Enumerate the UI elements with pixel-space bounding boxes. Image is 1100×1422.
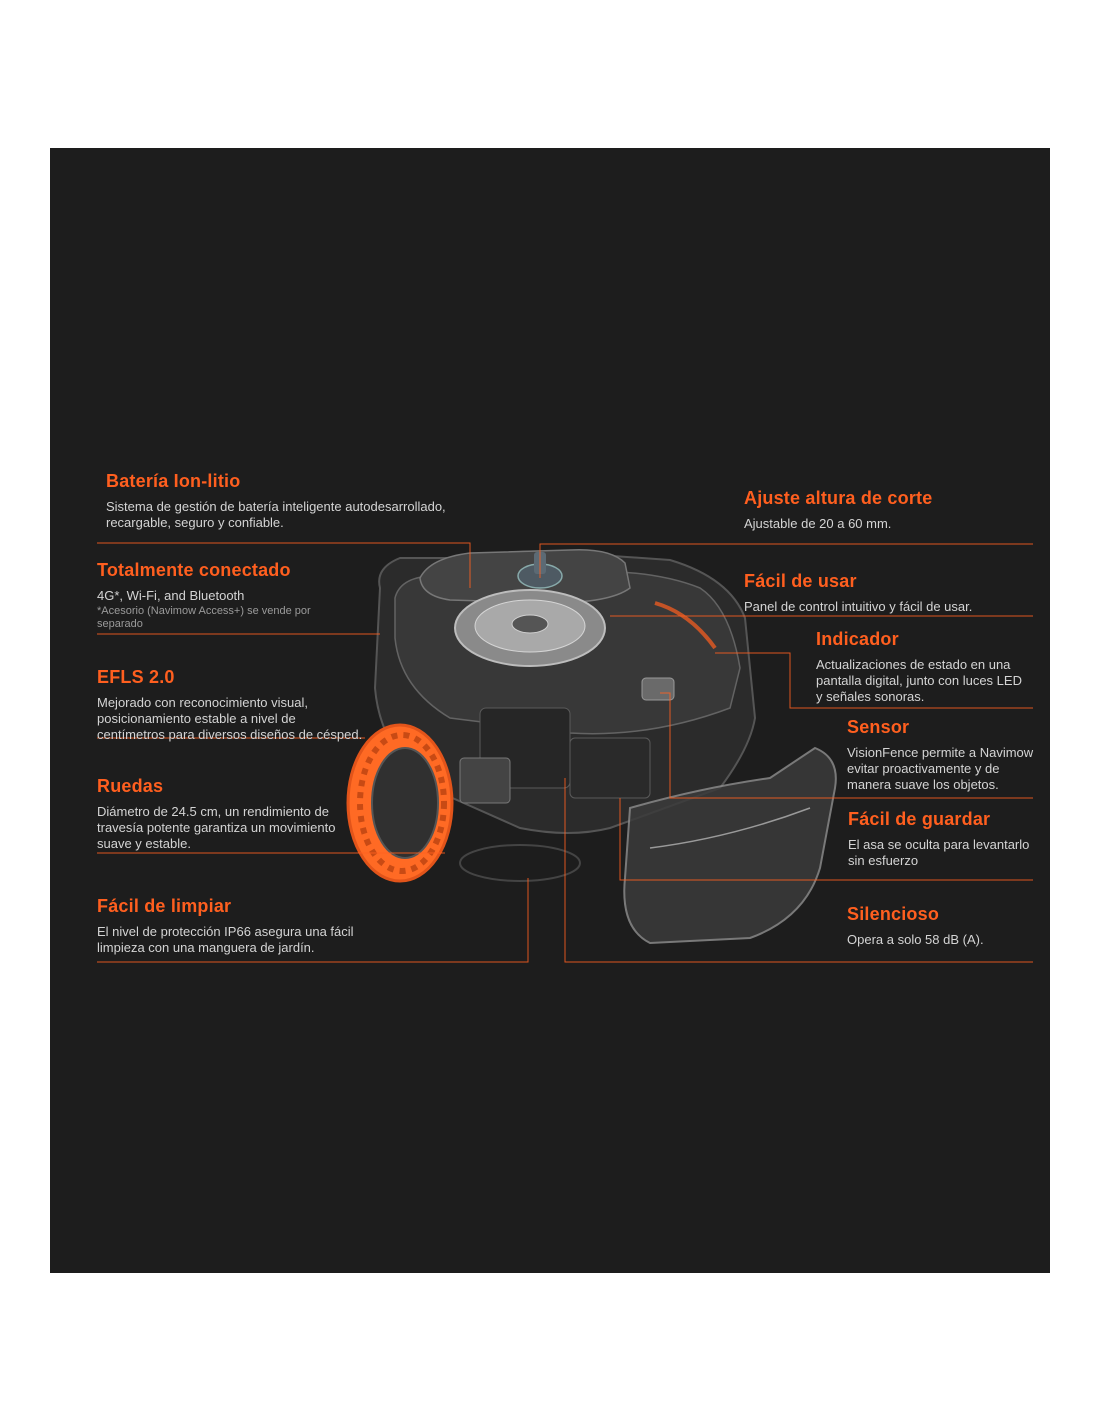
feature-guardar bbox=[848, 809, 1043, 869]
vision-sensor bbox=[642, 678, 674, 700]
feature-title: Fácil de usar bbox=[744, 571, 857, 591]
feature-title: Batería Ion-litio bbox=[106, 471, 241, 491]
wheel-motor bbox=[460, 758, 510, 803]
feature-panel bbox=[50, 148, 1050, 1273]
feature-altura bbox=[744, 488, 1024, 532]
feature-desc: Mejorado con reconocimiento visual, bbox=[97, 695, 308, 710]
feature-desc: centímetros para diversos diseños de césped. bbox=[97, 727, 363, 742]
feature-desc: VisionFence permite a Navimow bbox=[847, 745, 1034, 760]
feature-desc: manera suave los objetos. bbox=[847, 777, 999, 792]
feature-desc: suave y estable. bbox=[97, 836, 191, 851]
feature-desc: pantalla digital, junto con luces LED bbox=[816, 673, 1022, 688]
feature-bateria bbox=[106, 471, 506, 531]
feature-title: Ruedas bbox=[97, 776, 164, 796]
feature-desc: 4G*, Wi-Fi, and Bluetooth bbox=[97, 588, 245, 603]
feature-desc: recargable, seguro y confiable. bbox=[106, 515, 284, 530]
cutting-deck bbox=[460, 845, 580, 881]
feature-desc: El nivel de protección IP66 asegura una fácil bbox=[97, 924, 354, 939]
feature-desc: Actualizaciones de estado en una bbox=[816, 657, 1011, 672]
feature-title: Silencioso bbox=[847, 904, 940, 924]
feature-limpiar bbox=[97, 896, 397, 956]
feature-title: Totalmente conectado bbox=[97, 560, 291, 580]
feature-title: EFLS 2.0 bbox=[97, 667, 175, 687]
feature-usar bbox=[744, 571, 1024, 615]
feature-title: Ajuste altura de corte bbox=[744, 488, 933, 508]
feature-note: *Acesorio (Navimow Access+) se vende por bbox=[97, 605, 311, 617]
feature-desc: limpieza con una manguera de jardín. bbox=[97, 940, 315, 955]
feature-note: separado bbox=[97, 618, 143, 630]
feature-efls bbox=[97, 667, 397, 743]
feature-desc: Diámetro de 24.5 cm, un rendimiento de bbox=[97, 804, 329, 819]
feature-silencioso bbox=[847, 904, 1042, 948]
feature-title: Fácil de guardar bbox=[848, 809, 991, 829]
blade-hub bbox=[512, 615, 548, 633]
feature-indicador bbox=[816, 629, 1041, 705]
feature-desc: evitar proactivamente y de bbox=[847, 761, 1000, 776]
feature-ruedas bbox=[97, 776, 387, 852]
feature-desc: Opera a solo 58 dB (A). bbox=[847, 932, 984, 947]
feature-desc: El asa se oculta para levantarlo bbox=[848, 837, 1030, 852]
feature-desc: Sistema de gestión de batería inteligente autodesarrollado, bbox=[106, 499, 446, 514]
feature-sensor bbox=[847, 717, 1047, 793]
feature-title: Indicador bbox=[816, 629, 899, 649]
feature-desc: sin esfuerzo bbox=[848, 853, 919, 868]
feature-desc: Panel de control intuitivo y fácil de usar. bbox=[744, 599, 973, 614]
feature-desc: Ajustable de 20 a 60 mm. bbox=[744, 516, 892, 531]
feature-title: Sensor bbox=[847, 717, 910, 737]
feature-desc: y señales sonoras. bbox=[816, 689, 925, 704]
feature-conectado bbox=[97, 560, 377, 630]
feature-title: Fácil de limpiar bbox=[97, 896, 232, 916]
internal-mechanism-2 bbox=[570, 738, 650, 798]
feature-desc: posicionamiento estable a nivel de bbox=[97, 711, 296, 726]
feature-desc: travesía potente garantiza un movimiento bbox=[97, 820, 336, 835]
